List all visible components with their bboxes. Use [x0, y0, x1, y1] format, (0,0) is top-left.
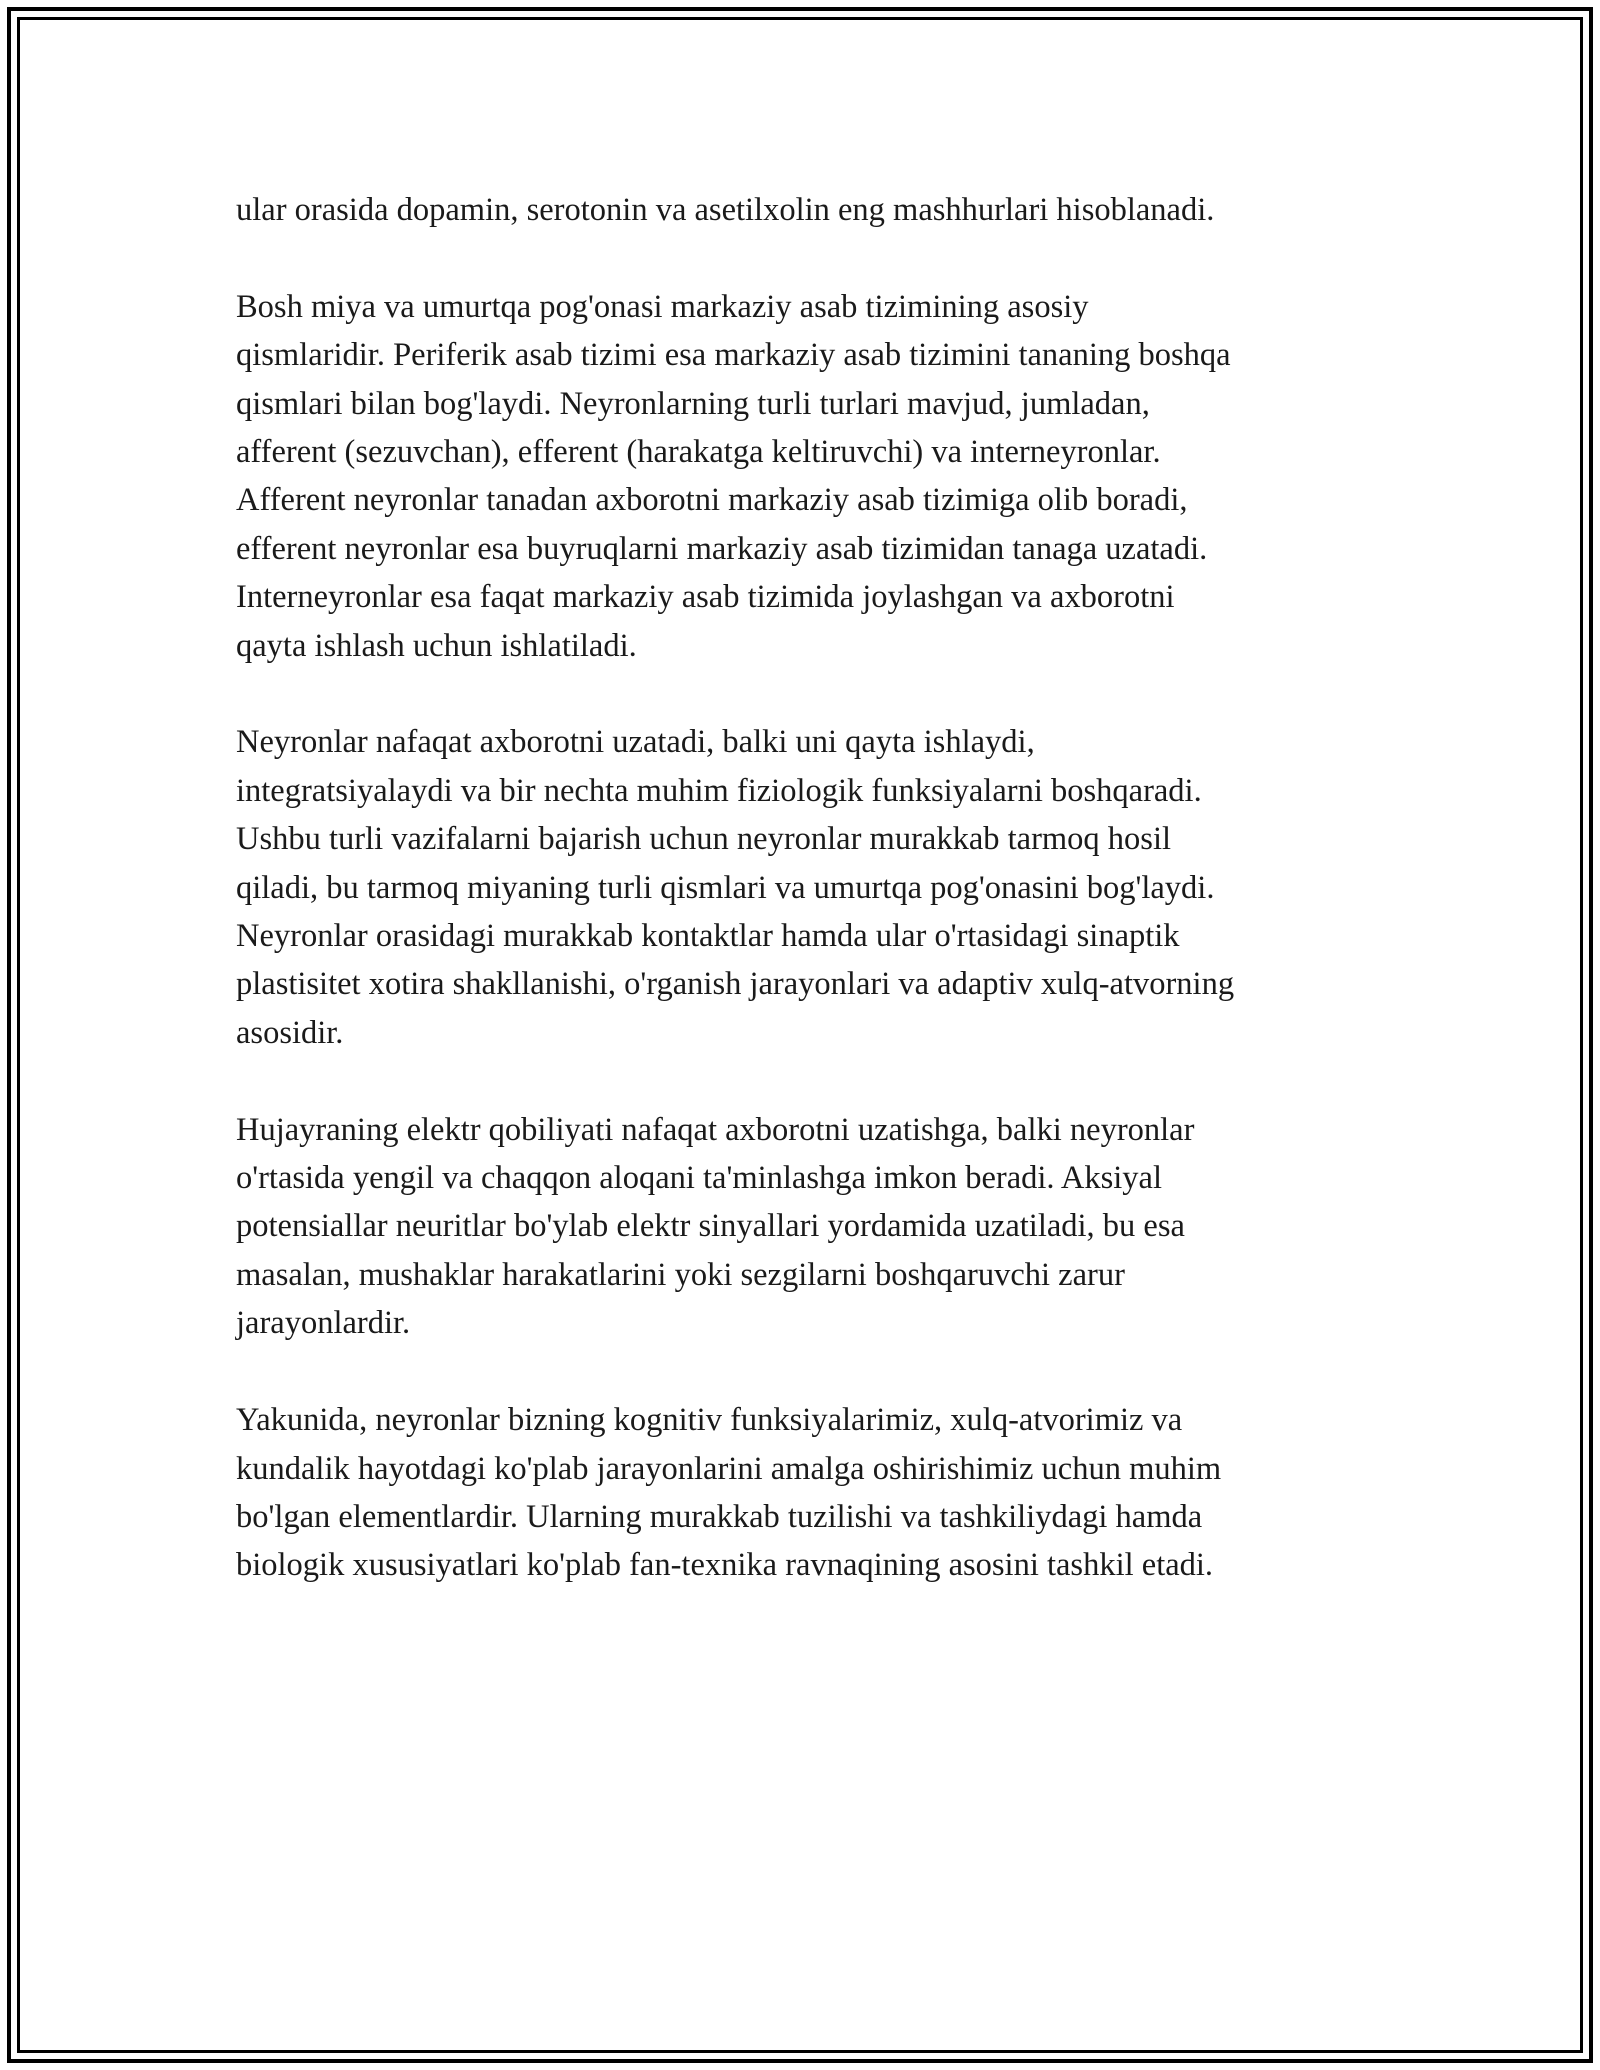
paragraph-4	[236, 1106, 1376, 1348]
text-line: jarayonlardir.	[236, 1305, 411, 1342]
document-body	[236, 186, 1376, 1590]
text-line: qismlaridir. Periferik asab tizimi esa markaziy asab tizimini tananing boshqa	[236, 337, 1231, 374]
text-line: ular orasida dopamin, serotonin va asetilxolin eng mashhurlari hisoblanadi.	[236, 192, 1215, 228]
paragraph-1	[236, 186, 1376, 234]
text-line: kundalik hayotdagi ko'plab jarayonlarini amalga oshirishimiz uchun muhim	[236, 1450, 1222, 1487]
text-line: efferent neyronlar esa buyruqlarni markaziy asab tizimidan tanaga uzatadi.	[236, 530, 1208, 567]
text-line: potensiallar neuritlar bo'ylab elektr sinyallari yordamida uzatiladi, bu esa	[236, 1208, 1185, 1245]
paragraph-5	[236, 1396, 1376, 1590]
paragraph-2	[236, 283, 1376, 670]
text-line: qismlari bilan bog'laydi. Neyronlarning turli turlari mavjud, jumladan,	[236, 385, 1150, 422]
text-line: Bosh miya va umurtqa pog'onasi markaziy asab tizimining asosiy	[236, 288, 1089, 325]
text-line: Neyronlar orasidagi murakkab kontaktlar hamda ular o'rtasidagi sinaptik	[236, 918, 1180, 955]
text-line: masalan, mushaklar harakatlarini yoki sezgilarni boshqaruvchi zarur	[236, 1256, 1125, 1293]
text-line: integratsiyalaydi va bir nechta muhim fiziologik funksiyalarni boshqaradi.	[236, 772, 1202, 809]
text-line: biologik xususiyatlari ko'plab fan-texnika ravnaqining asosini tashkil etadi.	[236, 1547, 1214, 1584]
paragraph-3	[236, 718, 1376, 1057]
text-line: Ushbu turli vazifalarni bajarish uchun neyronlar murakkab tarmoq hosil	[236, 821, 1172, 858]
text-line: qiladi, bu tarmoq miyaning turli qismlari va umurtqa pog'onasini bog'laydi.	[236, 869, 1215, 906]
text-line: Interneyronlar esa faqat markaziy asab tizimida joylashgan va axborotni	[236, 579, 1175, 616]
text-line: Yakunida, neyronlar bizning kognitiv funksiyalarimiz, xulq-atvorimiz va	[236, 1402, 1183, 1439]
text-line: asosidir.	[236, 1014, 344, 1051]
text-line: qayta ishlash uchun ishlatiladi.	[236, 627, 637, 664]
text-line: Afferent neyronlar tanadan axborotni markaziy asab tizimiga olib boradi,	[236, 482, 1188, 519]
text-line: plastisitet xotira shakllanishi, o'rganish jarayonlari va adaptiv xulq-atvorning	[236, 966, 1235, 1003]
text-line: Hujayraning elektr qobiliyati nafaqat axborotni uzatishga, balki neyronlar	[236, 1111, 1195, 1148]
text-line: afferent (sezuvchan), efferent (harakatga keltiruvchi) va interneyronlar.	[236, 434, 1161, 471]
text-line: o'rtasida yengil va chaqqon aloqani ta'minlashga imkon beradi. Aksiyal	[236, 1160, 1162, 1197]
text-line: Neyronlar nafaqat axborotni uzatadi, balki uni qayta ishlaydi,	[236, 724, 1035, 761]
text-line: bo'lgan elementlardir. Ularning murakkab tuzilishi va tashkiliydagi hamda	[236, 1498, 1203, 1535]
